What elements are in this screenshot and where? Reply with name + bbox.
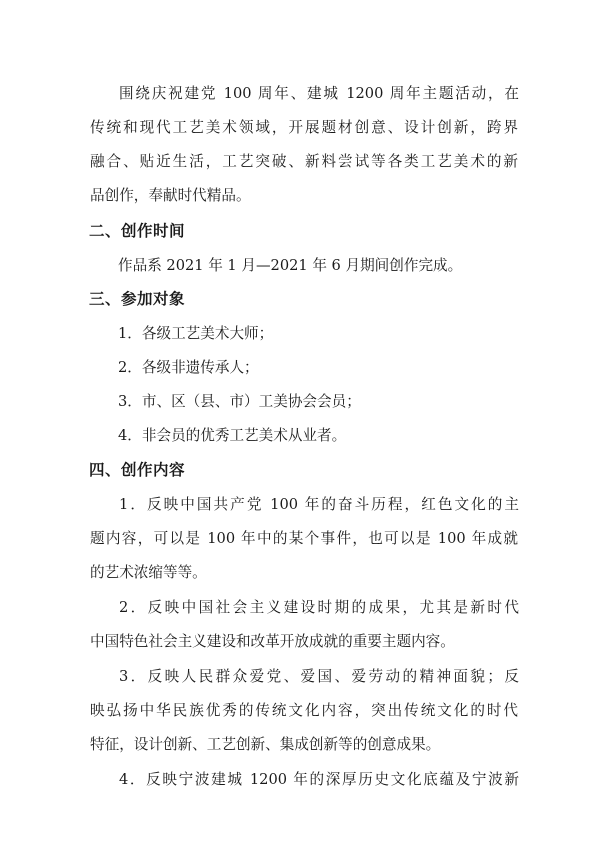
section-heading-participants: 三、参加对象 bbox=[89, 290, 186, 308]
content-p3-line-2: 映弘扬中华民族优秀的传统文化内容，突出传统文化的时代 bbox=[90, 702, 518, 719]
participant-item-3: 3．市、区（县、市）工美协会会员； bbox=[118, 393, 361, 410]
content-p4-line-1: 4．反映宁波建城 1200 年的深厚历史文化底蕴及宁波新 bbox=[119, 771, 519, 788]
content-p1-line-1: 1．反映中国共产党 100 年的奋斗历程，红色文化的主 bbox=[119, 496, 519, 513]
section-heading-time: 二、创作时间 bbox=[89, 222, 186, 240]
content-p1-line-2: 题内容，可以是 100 年中的某个事件，也可以是 100 年成就 bbox=[90, 530, 518, 547]
intro-line-2: 传统和现代工艺美术领域，开展题材创意、设计创新，跨界 bbox=[90, 119, 518, 136]
content-p2-line-1: 2．反映中国社会主义建设时期的成果，尤其是新时代 bbox=[119, 599, 519, 616]
content-p2-line-2: 中国特色社会主义建设和改革开放成就的重要主题内容。 bbox=[90, 633, 455, 650]
section-time-text: 作品系 2021 年 1 月—2021 年 6 月期间创作完成。 bbox=[118, 257, 463, 274]
participant-item-2: 2．各级非遗传承人； bbox=[118, 359, 259, 376]
intro-line-4: 品创作，奉献时代精品。 bbox=[90, 187, 251, 204]
participant-item-1: 1．各级工艺美术大师； bbox=[118, 325, 274, 342]
content-p3-line-3: 特征，设计创新、工艺创新、集成创新等的创意成果。 bbox=[90, 736, 441, 753]
intro-line-1: 围绕庆祝建党 100 周年、建城 1200 周年主题活动，在 bbox=[119, 85, 519, 102]
intro-line-3: 融合、贴近生活，工艺突破、新料尝试等各类工艺美术的新 bbox=[90, 153, 518, 170]
content-p1-line-3: 的艺术浓缩等等。 bbox=[90, 564, 207, 581]
section-heading-content: 四、创作内容 bbox=[89, 461, 186, 479]
content-p3-line-1: 3．反映人民群众爱党、爱国、爱劳动的精神面貌；反 bbox=[119, 668, 519, 685]
participant-item-4: 4．非会员的优秀工艺美术从业者。 bbox=[118, 427, 347, 444]
